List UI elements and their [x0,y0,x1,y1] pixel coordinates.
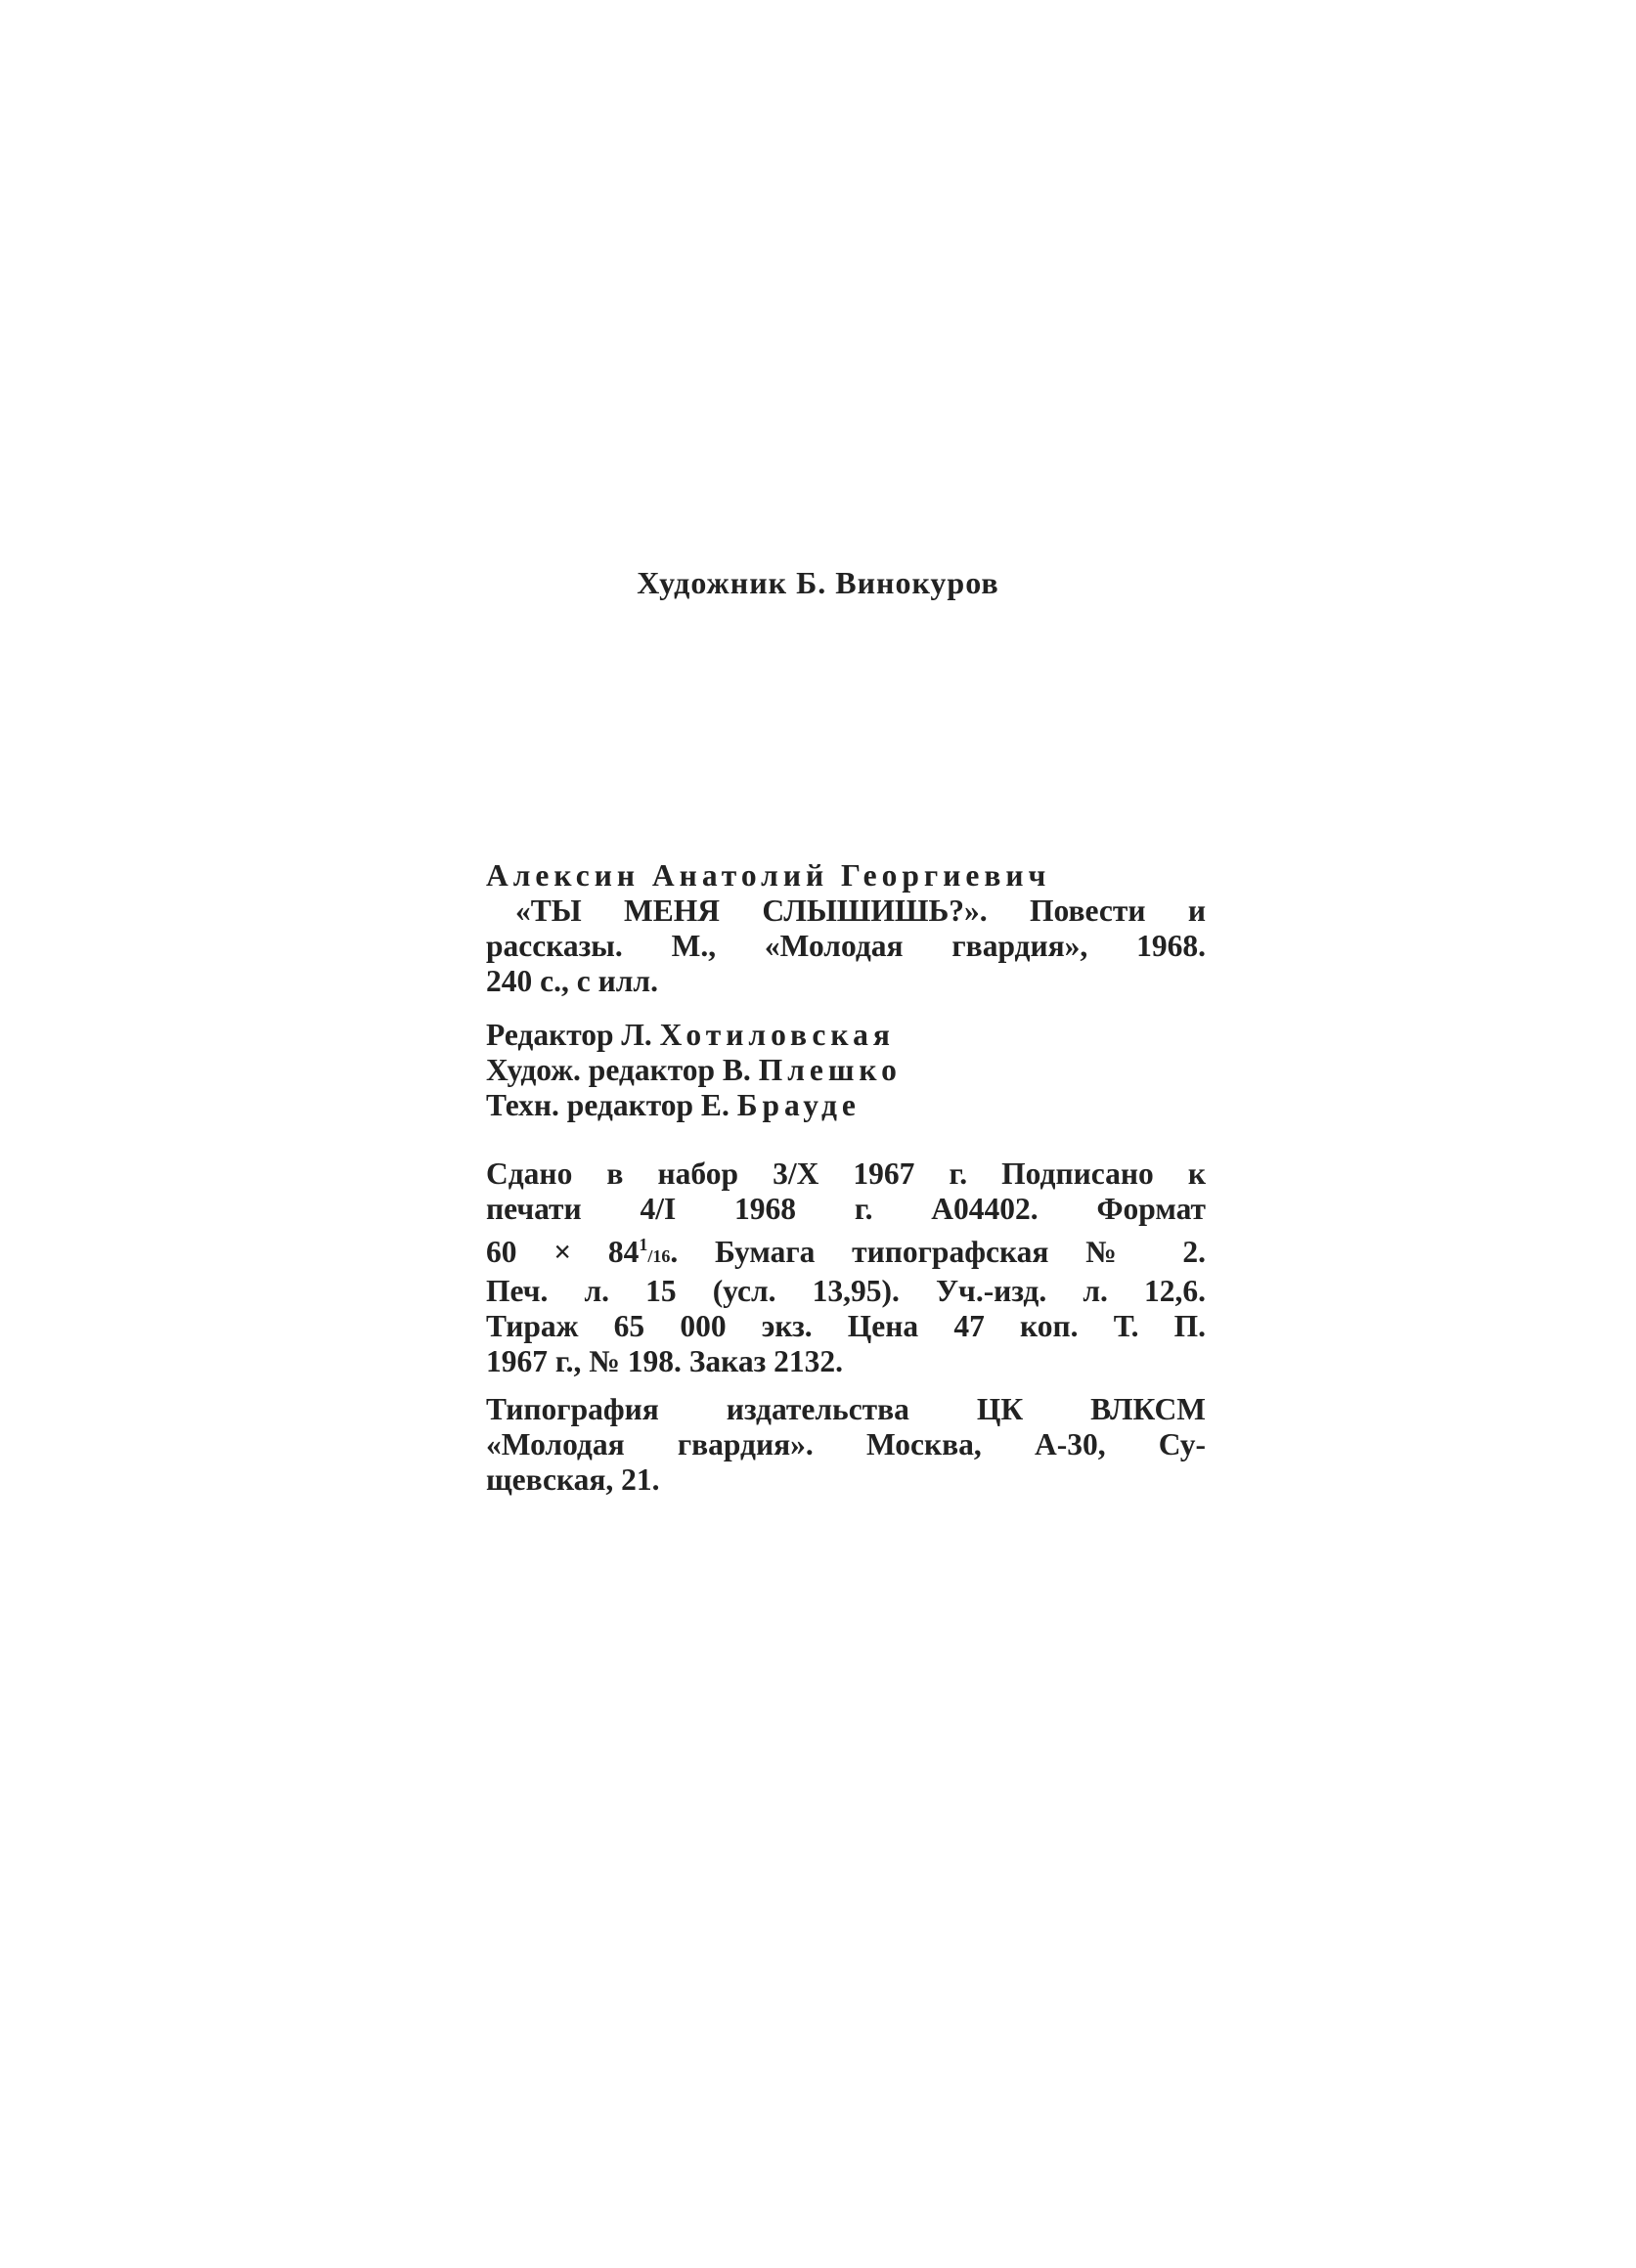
paper-type: . Бумага типографская № 2. [670,1235,1206,1269]
art-editor-label: Худож. редактор В. [486,1053,751,1087]
editors-list [486,1018,1206,1123]
tech-editor-label: Техн. редактор Е. [486,1088,730,1122]
print-info-line: Тираж 65 000 экз. Цена 47 коп. Т. П. [486,1309,1206,1343]
printer-line: Типография издательства ЦК ВЛКСМ [486,1392,1206,1426]
editor-name: Хотиловская [659,1018,895,1052]
editor-label: Редактор Л. [486,1018,652,1052]
print-info-line: Печ. л. 15 (усл. 13,95). Уч.-изд. л. 12,6. [486,1274,1206,1308]
printer-line: щевская, 21. [486,1462,660,1497]
tech-editor-name: Брауде [736,1088,861,1122]
print-info-line: Сдано в набор 3/X 1967 г. Подписано к [486,1156,1206,1191]
print-info [486,1156,1206,1379]
printer-info [486,1392,1206,1498]
print-format-line [486,1227,1206,1274]
art-editor-line [486,1053,1206,1088]
printer-line: «Молодая гвардия». Москва, А-30, Су- [486,1427,1206,1461]
book-title-line: «ТЫ МЕНЯ СЛЫШИШЬ?». Повести и [515,894,1206,928]
format-fraction-denominator: /16 [647,1246,671,1266]
format-fraction-numerator: 1 [639,1235,648,1254]
catalog-entry [486,858,1206,999]
art-editor-name: Плешко [758,1053,902,1087]
editor-line [486,1018,1206,1053]
author-name: Алексин Анатолий Георгиевич [486,858,1051,893]
artist-credit: Художник Б. Винокуров [637,565,999,600]
print-info-line: печати 4/I 1968 г. А04402. Формат [486,1192,1206,1226]
tech-editor-line [486,1088,1206,1123]
book-pages-line: 240 с., с илл. [486,964,658,998]
format-size: 60 × 84 [486,1235,640,1269]
book-description-line: рассказы. М., «Молодая гвардия», 1968. [486,929,1206,963]
print-info-line: 1967 г., № 198. Заказ 2132. [486,1344,843,1378]
